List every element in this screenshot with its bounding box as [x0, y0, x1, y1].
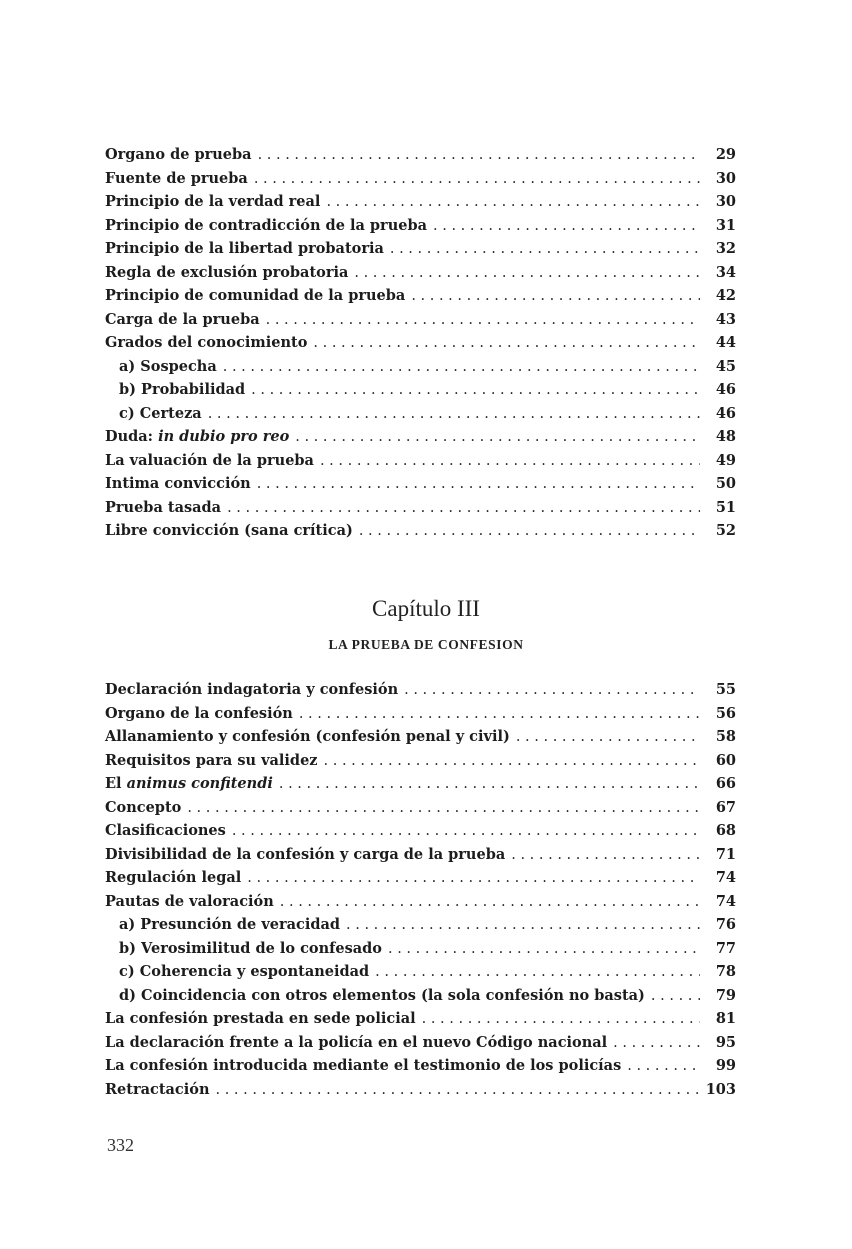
toc-entry [105, 217, 736, 241]
dot-leader [258, 147, 700, 163]
toc-entry-page: 58 [715, 728, 736, 745]
toc-list-chapter [105, 681, 736, 1104]
dot-leader [516, 729, 700, 745]
toc-entry [105, 1010, 736, 1034]
toc-entry-page: 74 [715, 892, 736, 910]
toc-entry-label: La declaración frente a la policía en el nuevo Código nacional [105, 1033, 608, 1051]
toc-entry [105, 240, 736, 264]
toc-entry-page: 60 [715, 751, 736, 769]
toc-entry-label: La valuación de la prueba [105, 451, 314, 469]
toc-entry [105, 522, 736, 546]
dot-leader [613, 1035, 700, 1051]
dot-leader [223, 359, 700, 375]
dot-leader [375, 964, 700, 980]
dot-leader [320, 453, 700, 469]
toc-entry [105, 775, 736, 799]
toc-entry [105, 822, 736, 846]
dot-leader [208, 406, 700, 422]
toc-entry-page: 30 [715, 193, 736, 210]
page-number: 332 [107, 1135, 134, 1155]
toc-entry-label: Regulación legal [105, 869, 242, 886]
toc-entry [105, 846, 736, 870]
toc-entry [105, 193, 736, 217]
dot-leader [254, 171, 700, 187]
dot-leader [390, 241, 700, 257]
toc-entry [105, 264, 736, 288]
toc-entry-label: La confesión prestada en sede policial [105, 1010, 416, 1027]
toc-subentry [105, 940, 736, 964]
dot-leader [247, 870, 700, 886]
toc-entry-label: Retractación [105, 1080, 210, 1098]
toc-entry-page: 48 [715, 428, 736, 445]
toc-entry-page: 44 [715, 334, 736, 351]
toc-subentry [105, 405, 736, 429]
chapter-title: Capítulo III [372, 596, 480, 621]
dot-leader [346, 917, 700, 933]
dot-leader [295, 429, 700, 445]
toc-entry-page: 99 [715, 1057, 736, 1074]
dot-leader [511, 847, 700, 863]
dot-leader [388, 941, 700, 957]
dot-leader [187, 800, 700, 816]
toc-entry [105, 1057, 736, 1081]
toc-entry-page: 46 [715, 404, 736, 422]
toc-entry [105, 869, 736, 893]
toc-entry [105, 1034, 736, 1058]
toc-entry-page: 34 [715, 263, 736, 281]
toc-entry-label: Divisibilidad de la confesión y carga de la prueba [105, 845, 506, 863]
toc-entry-page: 32 [715, 240, 736, 257]
toc-entry-label: Regla de exclusión probatoria [105, 263, 349, 281]
toc-entry-page: 46 [715, 381, 736, 398]
dot-leader [326, 194, 700, 210]
toc-entry-page: 76 [715, 916, 736, 933]
toc-entry-label: Prueba tasada [105, 498, 222, 516]
toc-entry-label: Principio de la libertad probatoria [105, 240, 384, 257]
toc-entry-page: 31 [715, 216, 736, 234]
toc-entry-page: 29 [715, 146, 736, 163]
dot-leader [354, 265, 700, 281]
toc-entry [105, 334, 736, 358]
toc-entry-page: 30 [715, 169, 736, 187]
toc-entry-page: 56 [715, 704, 736, 722]
toc-entry [105, 452, 736, 476]
toc-entry-page: 74 [715, 869, 736, 886]
toc-entry-label: Clasificaciones [105, 822, 226, 839]
dot-leader [651, 988, 700, 1004]
dot-leader [313, 335, 700, 351]
dot-leader [627, 1058, 700, 1074]
dot-leader [232, 823, 700, 839]
toc-entry [105, 499, 736, 523]
toc-entry-label [105, 775, 273, 792]
toc-entry [105, 311, 736, 335]
toc-entry-page: 68 [715, 822, 736, 839]
toc-entry-label: Principio de comunidad de la prueba [105, 287, 406, 304]
dot-leader [251, 382, 700, 398]
toc-entry [105, 1081, 736, 1105]
toc-entry-label: b) Probabilidad [119, 381, 246, 398]
toc-entry-page: 81 [715, 1010, 736, 1027]
toc-entry-label: Organo de la confesión [105, 704, 293, 722]
toc-entry-page: 78 [715, 963, 736, 980]
toc-list-preceding [105, 146, 736, 546]
dot-leader [324, 753, 700, 769]
toc-entry-label: c) Coherencia y espontaneidad [119, 963, 370, 980]
dot-leader [280, 894, 700, 910]
dot-leader [215, 1082, 699, 1098]
toc-entry-label: a) Sospecha [119, 357, 217, 375]
toc-subentry [105, 381, 736, 405]
toc-entry-label: La confesión introducida mediante el testimonio de los policías [105, 1057, 622, 1074]
toc-entry-label-italic: in dubio pro reo [158, 428, 290, 445]
dot-leader [422, 1011, 700, 1027]
toc-entry-label-italic: animus confitendi [126, 775, 273, 792]
dot-leader [227, 500, 700, 516]
toc-entry-label: Fuente de prueba [105, 169, 248, 187]
toc-entry [105, 287, 736, 311]
toc-entry-label: Principio de contradicción de la prueba [105, 216, 428, 234]
toc-entry-label: Pautas de valoración [105, 892, 274, 910]
dot-leader [433, 218, 700, 234]
toc-entry-label: Intima convicción [105, 475, 251, 492]
toc-entry [105, 475, 736, 499]
toc-entry [105, 752, 736, 776]
toc-entry-label: Grados del conocimiento [105, 334, 308, 351]
toc-entry-label: d) Coincidencia con otros elementos (la sola confesión no basta) [119, 986, 645, 1004]
toc-entry-page: 55 [715, 681, 736, 698]
toc-entry-page: 103 [705, 1080, 736, 1098]
toc-entry-label-text: Duda: [105, 428, 159, 445]
toc-entry-label: Declaración indagatoria y confesión [105, 681, 399, 698]
toc-entry-label: Carga de la prueba [105, 310, 260, 328]
toc-entry [105, 681, 736, 705]
toc-entry-label: Organo de prueba [105, 146, 252, 163]
toc-entry-page: 45 [715, 357, 736, 375]
toc-entry-page: 49 [715, 451, 736, 469]
toc-entry-label: b) Verosimilitud de lo confesado [119, 939, 382, 957]
toc-entry-page: 95 [715, 1033, 736, 1051]
toc-entry-label: Libre convicción (sana crítica) [105, 522, 353, 539]
toc-entry-page: 67 [715, 798, 736, 816]
toc-entry-label [105, 428, 289, 445]
toc-entry [105, 799, 736, 823]
toc-entry-label-text: El [105, 775, 127, 792]
toc-entry-page: 51 [715, 498, 736, 516]
toc-entry-page: 52 [715, 522, 736, 539]
toc-entry-page: 43 [715, 310, 736, 328]
dot-leader [257, 476, 700, 492]
dot-leader [404, 682, 700, 698]
toc-entry [105, 170, 736, 194]
toc-entry-page: 77 [715, 939, 736, 957]
dot-leader [359, 523, 700, 539]
toc-entry-label: Concepto [105, 798, 182, 816]
toc-subentry [105, 916, 736, 940]
toc-entry-page: 79 [715, 986, 736, 1004]
dot-leader [299, 706, 700, 722]
toc-subentry [105, 987, 736, 1011]
toc-entry-label: a) Presunción de veracidad [119, 916, 341, 933]
toc-entry-page: 71 [715, 845, 736, 863]
toc-entry [105, 728, 736, 752]
toc-entry [105, 146, 736, 170]
chapter-subtitle: LA PRUEBA DE CONFESION [328, 637, 524, 652]
toc-subentry [105, 963, 736, 987]
toc-entry-page: 42 [715, 287, 736, 304]
dot-leader [279, 776, 700, 792]
toc-entry-label: Principio de la verdad real [105, 193, 321, 210]
toc-entry-label: Requisitos para su validez [105, 751, 318, 769]
toc-entry-label: c) Certeza [119, 404, 202, 422]
toc-entry-label: Allanamiento y confesión (confesión penal y civil) [105, 728, 510, 745]
toc-entry [105, 893, 736, 917]
dot-leader [411, 288, 700, 304]
dot-leader [266, 312, 700, 328]
toc-entry-page: 50 [715, 475, 736, 492]
toc-entry [105, 428, 736, 452]
toc-entry-page: 66 [715, 775, 736, 792]
toc-subentry [105, 358, 736, 382]
toc-entry [105, 705, 736, 729]
